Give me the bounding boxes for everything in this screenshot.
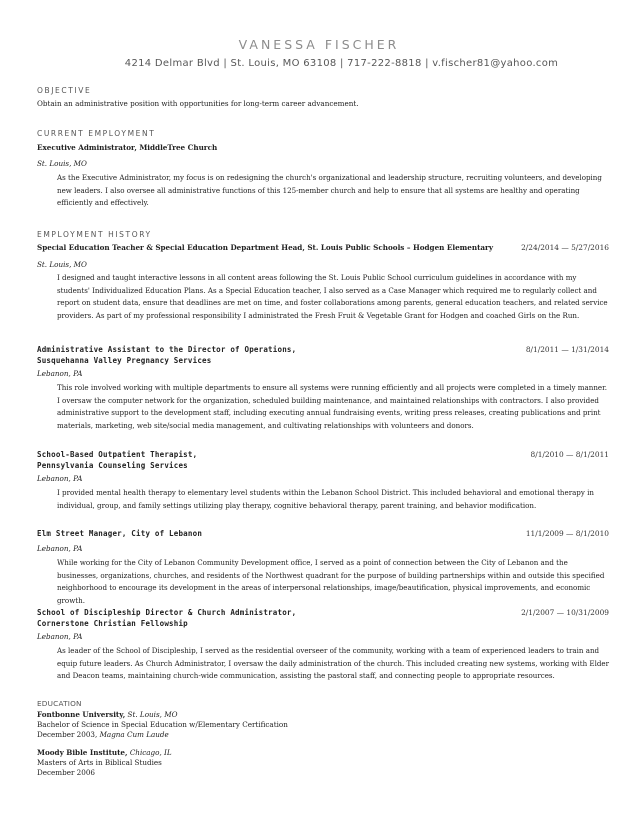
graduation-date: December 2003, (37, 730, 98, 739)
job-location: St. Louis, MO (37, 260, 87, 269)
school-name: Moody Bible Institute, (37, 748, 128, 757)
current-job-location: St. Louis, MO (37, 159, 87, 168)
contact-info: 4214 Delmar Blvd | St. Louis, MO 63108 | 717-222-8818 | v.fischer81@yahoo.com (124, 58, 559, 69)
job-location: Lebanon, PA (37, 474, 83, 483)
job-description: This role involved working with multiple departments to ensure all systems were running efficiently and all projects were completed in a timely manner. I oversaw the computer network for the organization, scheduled building maintenance, and maintained relationships with contractors. I also provided administrative support to the development staff, including executing annual fundraising events, writing press releases, creating publications and print materials, marketing, web site/social media management, and cultivating relationships with volunteers and donors. (57, 383, 607, 431)
education-school (37, 748, 172, 757)
education-heading: EDUCATION (37, 699, 82, 708)
job-title (37, 344, 296, 366)
job-dates: 2/1/2007 — 10/31/2009 (521, 608, 609, 617)
job-organization: Pennsylvania Counseling Services (37, 461, 188, 470)
job-location: Lebanon, PA (37, 369, 83, 378)
job-title (37, 607, 296, 629)
job-dates: 11/1/2009 — 8/1/2010 (525, 529, 609, 538)
job-description: I provided mental health therapy to elementary level students within the Lebanon School District. This included behavioral and emotional therapy in individual, group, and family settings utilizing play therapy, cognitive behavioral therapy, parent training, and behavior modification. (57, 488, 594, 510)
education-school (37, 710, 177, 719)
degree: Masters of Arts in Biblical Studies (37, 758, 162, 767)
degree-date (37, 730, 169, 739)
candidate-name: VANESSA FISCHER (238, 37, 400, 52)
job-location: Lebanon, PA (37, 544, 83, 553)
job-description: While working for the City of Lebanon Community Development office, I served as a point of connection between the City of Lebanon and the businesses, organizations, churches, and residents of the Northwest quadrant for the purpose of building partnerships within and outside this specified neighborhood to encourage its development in the areas of interpersonal relationships, image/beautification, physical improvements, and economic growth. (57, 558, 605, 606)
job-title-line: School of Discipleship Director & Church Administrator, (37, 608, 297, 617)
job-organization: Susquehanna Valley Pregnancy Services (37, 356, 212, 365)
current-job-title: Executive Administrator, MiddleTree Church (37, 143, 218, 152)
employment-history-heading: EMPLOYMENT HISTORY (37, 230, 152, 239)
job-title-line: School-Based Outpatient Therapist, (37, 450, 198, 459)
job-title-line: Elm Street Manager, City of Lebanon (37, 529, 203, 538)
job-title-line: Administrative Assistant to the Director of Operations, (37, 345, 297, 354)
current-employment-heading: CURRENT EMPLOYMENT (37, 129, 156, 138)
job-organization: Cornerstone Christian Fellowship (37, 619, 188, 628)
job-title (37, 528, 202, 539)
job-description: As leader of the School of Discipleship, I served as the residential overseer of the community, working with a team of experienced leaders to train and equip future leaders. As Church Administrator, I oversaw the daily administration of the church. This included creating new systems, working with Elder and Deacon teams, maintaining church-wide communication, assisting the pastoral staff, and connecting people to appropriate resources. (57, 646, 609, 681)
job-title (37, 449, 197, 471)
job-description: I designed and taught interactive lessons in all content areas following the St. Louis Public School curriculum guidelines in accordance with my students' Individualized Education Plans. As a Special Education teacher, I also served as a Case Manager which required me to regularly collect and report on student data, ensure that deadlines are met on time, and foster collaborations among parents, general education teachers, and related service providers. As part of my professional responsibility I administrated the Fresh Fruit & Vegetable Grant for Hodgen and coached Girls on the Run. (57, 273, 608, 321)
job-dates: 8/1/2011 — 1/31/2014 (525, 345, 609, 354)
job-title: Special Education Teacher & Special Education Department Head, St. Louis Public Schools – Hodgen Elementary (37, 243, 494, 252)
honors: Magna Cum Laude (99, 730, 169, 739)
objective-text: Obtain an administrative position with opportunities for long-term career advancement. (37, 99, 359, 108)
job-dates: 2/24/2014 — 5/27/2016 (521, 243, 609, 252)
school-location: Chicago, IL (129, 748, 172, 757)
objective-heading: OBJECTIVE (37, 86, 92, 95)
graduation-date: December 2006 (37, 768, 95, 777)
job-location: Lebanon, PA (37, 632, 83, 641)
degree: Bachelor of Science in Special Education w/Elementary Certification (37, 720, 288, 729)
school-name: Fontbonne University, (37, 710, 126, 719)
job-dates: 8/1/2010 — 8/1/2011 (530, 450, 609, 459)
school-location: St. Louis, MO (127, 710, 178, 719)
current-job-description: As the Executive Administrator, my focus is on redesigning the church's organizational and leadership structure, recruiting volunteers, and developing new leaders. I also oversee all administrative functions of this 125-member church and help to ensure that all systems are healthy and operating efficiently and effectively. (57, 173, 602, 208)
